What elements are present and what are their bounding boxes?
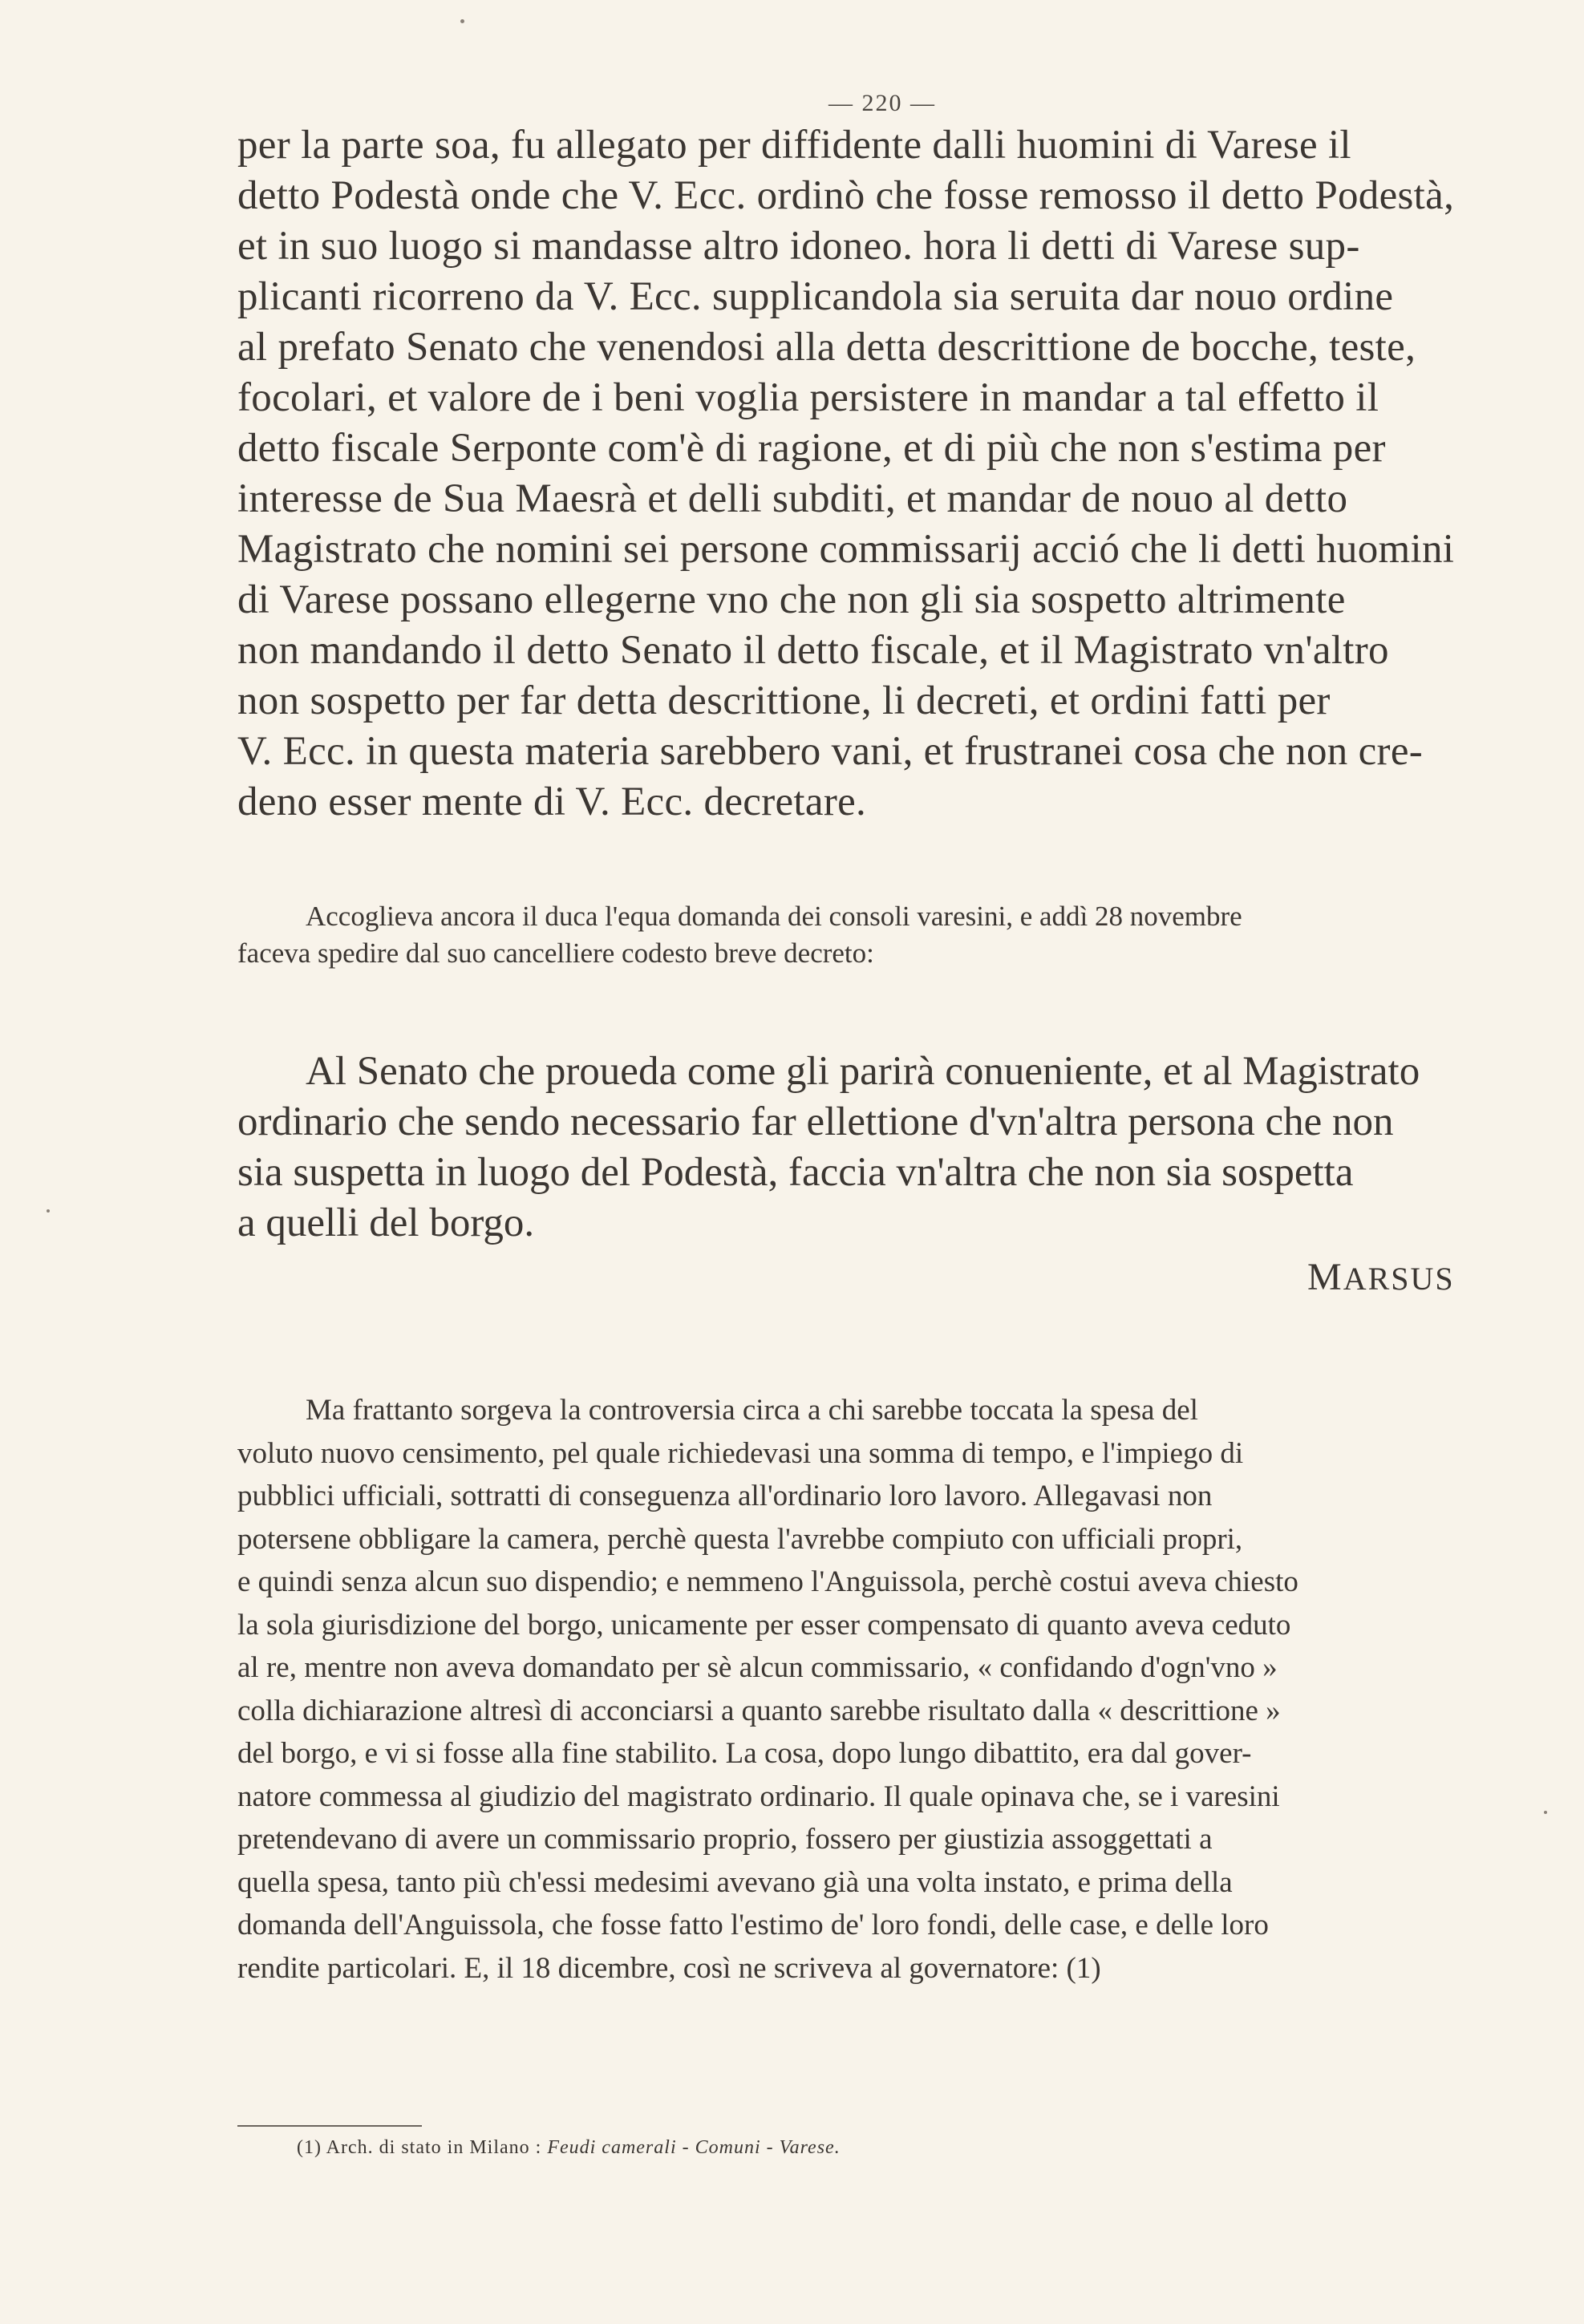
footnote-title: Feudi camerali - Comuni - Varese.: [547, 2137, 841, 2158]
footnote-source: Arch. di stato in Milano :: [326, 2137, 542, 2158]
text-line: Accoglieva ancora il duca l'equa domanda dei consoli varesini, e addì 28 novembre: [306, 901, 1242, 932]
text-line: voluto nuovo censimento, pel quale richiedevasi una somma di tempo, e l'impiego di: [237, 1436, 1244, 1470]
text-line: detto Podestà onde che V. Ecc. ordinò che fosse remosso il detto Podestà,: [237, 173, 1455, 218]
text-line: Al Senato che proueda come gli parirà conueniente, et al Magistrato: [306, 1049, 1420, 1094]
text-line: la sola giurisdizione del borgo, unicamente per esser compensato di quanto aveva ceduto: [237, 1608, 1291, 1642]
text-line: natore commessa al giudizio del magistrato ordinario. Il quale opinava che, se i varesini: [237, 1779, 1280, 1813]
page-speck: [460, 19, 464, 23]
text-line: ordinario che sendo necessario far ellettione d'vn'altra persona che non: [237, 1099, 1394, 1144]
text-line: et in suo luogo si mandasse altro idoneo. hora li detti di Varese sup-: [237, 224, 1360, 269]
text-line: interesse de Sua Maesrà et delli subditi, et mandar de nouo al detto: [237, 476, 1348, 521]
page-number: — 220 —: [828, 90, 936, 116]
text-line: non sospetto per far detta descrittione, li decreti, et ordini fatti per: [237, 678, 1331, 723]
text-line: domanda dell'Anguissola, che fosse fatto l'estimo de' loro fondi, delle case, e delle loro: [237, 1909, 1269, 1941]
text-line: focolari, et valore de i beni voglia persistere in mandar a tal effetto il: [237, 375, 1379, 420]
signature: [1307, 1255, 1455, 1299]
footnote: [297, 2137, 841, 2159]
intro-paragraph: [237, 898, 1477, 972]
text-line: potersene obbligare la camera, perchè questa l'avrebbe compiuto con ufficiali propri,: [237, 1522, 1243, 1556]
text-line: V. Ecc. in questa materia sarebbero vani, et frustranei cosa che non cre-: [237, 729, 1424, 774]
page-speck: [1544, 1811, 1547, 1814]
text-line: Magistrato che nomini sei persone commissarij acció che li detti huomini: [237, 527, 1455, 572]
footnote-divider: [237, 2125, 422, 2127]
text-line: al re, mentre non aveva domandato per sè alcun commissario, « confidando d'ogn'vno »: [237, 1651, 1278, 1684]
signature-initial: M: [1307, 1256, 1343, 1298]
page-speck: [47, 1209, 50, 1213]
text-line: del borgo, e vi si fosse alla fine stabilito. La cosa, dopo lungo dibattito, era dal gover-: [237, 1737, 1252, 1770]
text-line: colla dichiarazione altresì di acconciarsi a quanto sarebbe risultato dalla « descrittione »: [237, 1694, 1281, 1727]
footnote-marker: (1): [297, 2137, 322, 2158]
text-line: faceva spedire dal suo cancelliere codesto breve decreto:: [237, 937, 874, 969]
text-line: deno esser mente di V. Ecc. decretare.: [237, 779, 867, 824]
text-line: sia suspetta in luogo del Podestà, faccia vn'altra che non sia sospetta: [237, 1150, 1354, 1195]
signature-rest: ARSUS: [1343, 1261, 1455, 1297]
text-line: non mandando il detto Senato il detto fiscale, et il Magistrato vn'altro: [237, 628, 1389, 673]
quoted-document-text: [237, 120, 1477, 828]
text-line: pretendevano di avere un commissario proprio, fossero per giustizia assoggettati a: [237, 1823, 1213, 1856]
text-line: rendite particolari. E, il 18 dicembre, così ne scriveva al governatore: (1): [237, 1951, 1101, 1985]
text-line: di Varese possano ellegerne vno che non gli sia sospetto altrimente: [237, 577, 1346, 622]
text-line: Ma frattanto sorgeva la controversia circa a chi sarebbe toccata la spesa del: [306, 1394, 1198, 1427]
commentary-paragraph: [237, 1389, 1477, 1990]
decree-text: [237, 1047, 1477, 1249]
text-line: a quelli del borgo.: [237, 1200, 535, 1245]
text-line: al prefato Senato che venendosi alla detta descrittione de bocche, teste,: [237, 325, 1416, 370]
text-line: pubblici ufficiali, sottratti di conseguenza all'ordinario loro lavoro. Allegavasi non: [237, 1480, 1213, 1512]
text-line: e quindi senza alcun suo dispendio; e nemmeno l'Anguissola, perchè costui aveva chiesto: [237, 1565, 1298, 1598]
text-line: plicanti ricorreno da V. Ecc. supplicandola sia seruita dar nouo ordine: [237, 274, 1394, 319]
text-line: quella spesa, tanto più ch'essi medesimi avevano già una volta instato, e prima della: [237, 1865, 1233, 1899]
text-line: detto fiscale Serponte com'è di ragione, et di più che non s'estima per: [237, 426, 1386, 471]
text-line: per la parte soa, fu allegato per diffidente dalli huomini di Varese il: [237, 123, 1351, 168]
